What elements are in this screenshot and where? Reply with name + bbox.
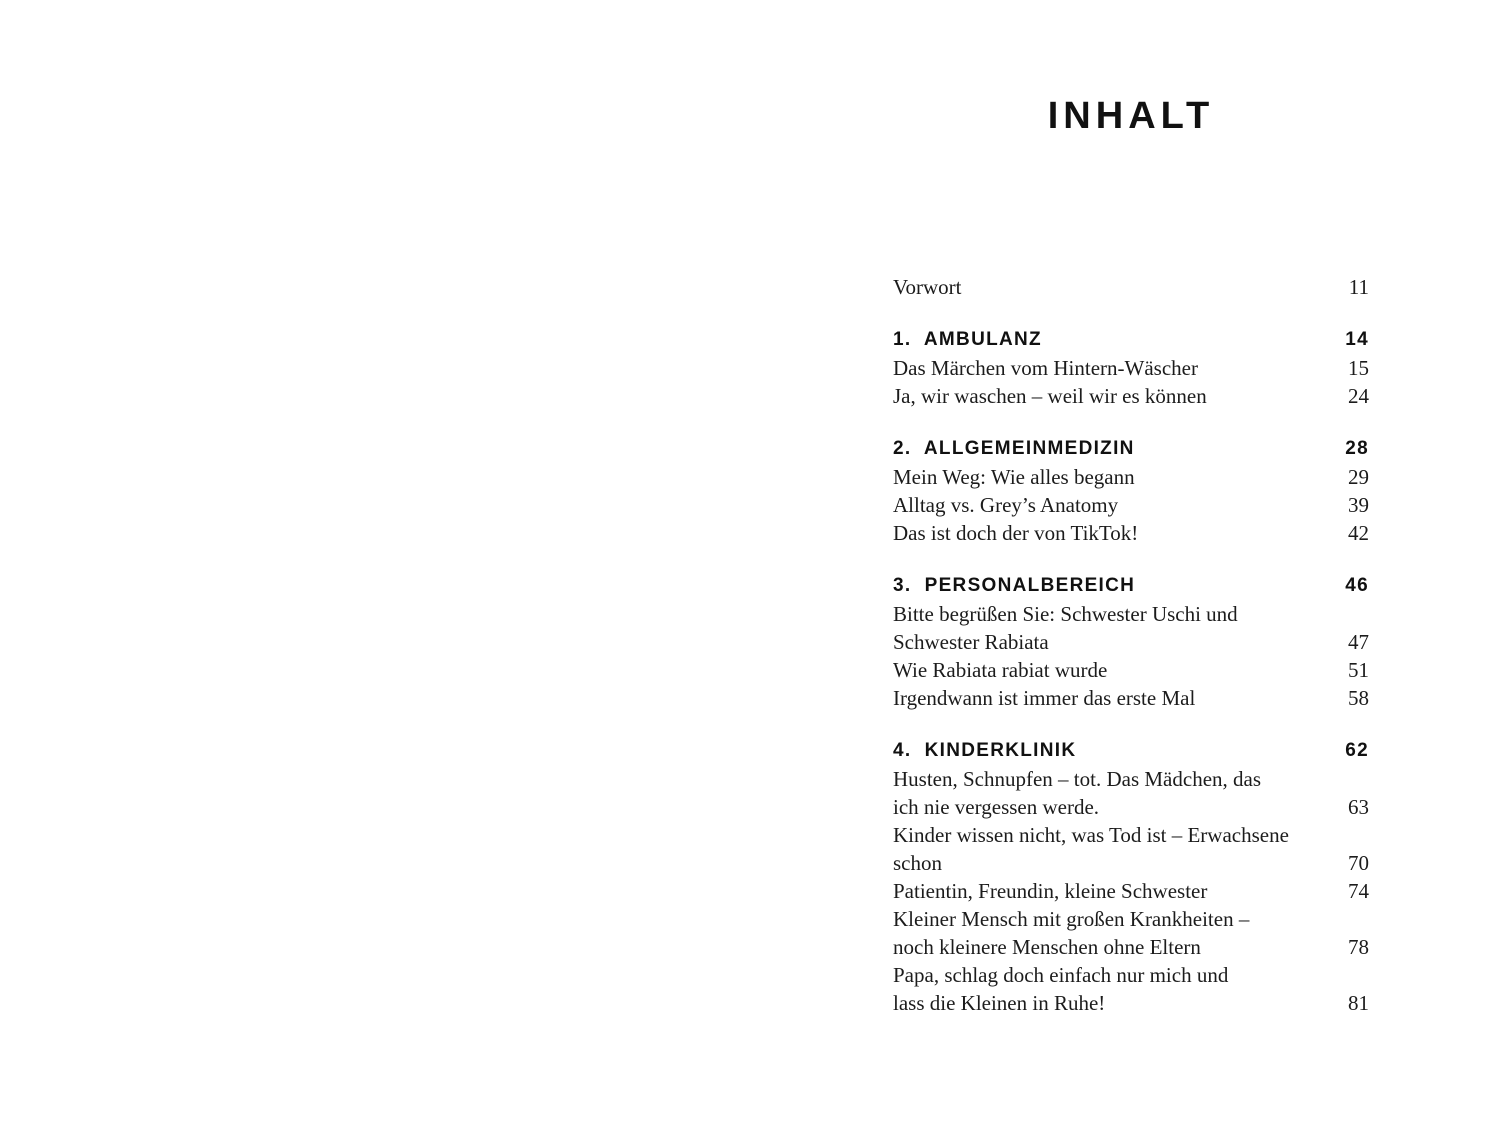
entry-page-number: 74 xyxy=(1348,879,1369,903)
toc-row xyxy=(893,273,1369,301)
entry-page-number: 63 xyxy=(1348,795,1369,819)
page-title: INHALT xyxy=(1047,95,1215,137)
entry-title: 2. ALLGEMEINMEDIZIN xyxy=(893,438,1135,459)
entry-page-number: 15 xyxy=(1348,356,1369,380)
entry-page-number: 81 xyxy=(1348,991,1369,1015)
entry-page-number: 62 xyxy=(1345,740,1369,761)
entry-title: Kinder wissen nicht, was Tod ist – Erwachsene xyxy=(893,823,1289,847)
entry-page-number: 39 xyxy=(1348,493,1369,517)
entry-page-number: 47 xyxy=(1348,630,1369,654)
toc-section-heading xyxy=(893,326,1369,354)
entry-page-number: 14 xyxy=(1345,329,1369,350)
toc-row xyxy=(893,821,1369,849)
toc-row xyxy=(893,382,1369,410)
toc-row xyxy=(893,877,1369,905)
toc-section-heading xyxy=(893,737,1369,765)
entry-page-number: 11 xyxy=(1348,275,1369,299)
toc-row xyxy=(893,463,1369,491)
entry-title: Mein Weg: Wie alles begann xyxy=(893,465,1135,489)
toc-row xyxy=(893,905,1369,933)
entry-title: 3. PERSONALBEREICH xyxy=(893,575,1136,596)
toc-row xyxy=(893,491,1369,519)
entry-title: Patientin, Freundin, kleine Schwester xyxy=(893,879,1208,903)
entry-page-number: 70 xyxy=(1348,851,1369,875)
entry-title: Alltag vs. Grey’s Anatomy xyxy=(893,493,1119,517)
entry-title: Das Märchen vom Hintern-Wäscher xyxy=(893,356,1198,380)
toc-row xyxy=(893,849,1369,877)
entry-page-number: 58 xyxy=(1348,686,1369,710)
entry-title: noch kleinere Menschen ohne Eltern xyxy=(893,935,1201,959)
toc-row xyxy=(893,600,1369,628)
entry-title: Papa, schlag doch einfach nur mich und xyxy=(893,963,1229,987)
toc-row xyxy=(893,765,1369,793)
entry-title: ich nie vergessen werde. xyxy=(893,795,1100,819)
entry-title: Vorwort xyxy=(893,275,962,299)
toc-row xyxy=(893,961,1369,989)
entry-title: Husten, Schnupfen – tot. Das Mädchen, das xyxy=(893,767,1262,791)
entry-title: Bitte begrüßen Sie: Schwester Uschi und xyxy=(893,602,1238,626)
toc-row xyxy=(893,933,1369,961)
entry-title: lass die Kleinen in Ruhe! xyxy=(893,991,1106,1015)
entry-title: Schwester Rabiata xyxy=(893,630,1049,654)
toc-section-heading xyxy=(893,572,1369,600)
toc-list xyxy=(893,273,1369,1017)
entry-title: Ja, wir waschen – weil wir es können xyxy=(893,384,1207,408)
toc-row xyxy=(893,354,1369,382)
entry-title: Wie Rabiata rabiat wurde xyxy=(893,658,1108,682)
toc-row xyxy=(893,989,1369,1017)
entry-title: Kleiner Mensch mit großen Krankheiten – xyxy=(893,907,1250,931)
toc-row xyxy=(893,519,1369,547)
entry-title: 1. AMBULANZ xyxy=(893,329,1042,350)
entry-page-number: 46 xyxy=(1345,575,1369,596)
entry-title: Das ist doch der von TikTok! xyxy=(893,521,1139,545)
entry-page-number: 29 xyxy=(1348,465,1369,489)
entry-title: Irgendwann ist immer das erste Mal xyxy=(893,686,1196,710)
entry-page-number: 24 xyxy=(1348,384,1369,408)
entry-title: schon xyxy=(893,851,942,875)
entry-page-number: 51 xyxy=(1348,658,1369,682)
toc-row xyxy=(893,684,1369,712)
table-of-contents xyxy=(893,97,1369,1017)
toc-section-heading xyxy=(893,435,1369,463)
entry-page-number: 78 xyxy=(1348,935,1369,959)
entry-page-number: 42 xyxy=(1348,521,1369,545)
toc-row xyxy=(893,793,1369,821)
entry-title: 4. KINDERKLINIK xyxy=(893,740,1077,761)
toc-row xyxy=(893,628,1369,656)
toc-row xyxy=(893,656,1369,684)
entry-page-number: 28 xyxy=(1345,438,1369,459)
